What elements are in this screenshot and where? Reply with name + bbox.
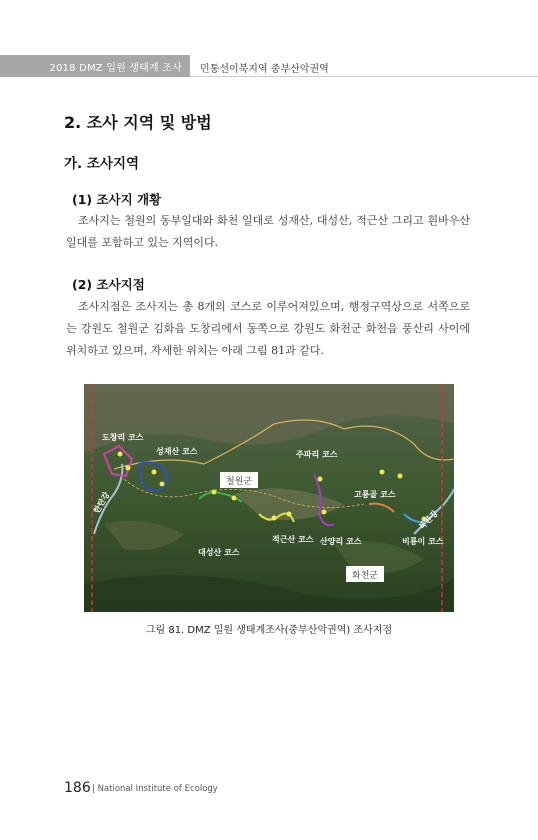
- header-tab: [0, 55, 190, 77]
- label-river-right: 북한강: [417, 508, 440, 532]
- header-subtitle: 민통선이북지역 중부산악권역: [200, 64, 329, 75]
- label-daeseong: 대성산 코스: [198, 548, 240, 557]
- label-dochang: 도창리 코스: [102, 433, 144, 442]
- item-heading-sites: (2) 조사지점: [72, 277, 145, 292]
- label-jeokgeun: 적근산 코스: [272, 535, 314, 544]
- item-text-overview: 조사지는 철원의 동부일대와 화천 일대로 성재산, 대성산, 적근산 그리고 흰바우산 일대를 포함하고 있는 지역이다.: [66, 214, 470, 249]
- survey-map: [84, 384, 454, 612]
- item-text-sites: 조사지점은 조사지는 총 8개의 코스로 이루어져있으며, 행정구역상으로 서쪽으로는 강원도 철원군 김화읍 도창리에서 동쪽으로 강원도 화천군 화천읍 풍산리 사이에 위치하고 있으며, 자세한 위치는 아래 그림 81과 같다.: [66, 300, 470, 357]
- label-hwacheon: 화천군: [352, 571, 379, 581]
- label-biryongi: 비룡이 코스: [402, 537, 444, 546]
- label-river-left: 한탄강: [91, 490, 112, 515]
- section-title: 2. 조사 지역 및 방법: [64, 113, 212, 132]
- subsection-title: 가. 조사지역: [64, 156, 140, 172]
- page-number: 186: [64, 780, 91, 796]
- header-tab-text: 2018 DMZ 일원 생태계 조사: [49, 63, 182, 74]
- label-seongjae: 성재산 코스: [156, 447, 198, 456]
- footer-organization: | National Institute of Ecology: [92, 784, 218, 794]
- figure-caption: 그림 81. DMZ 일원 생태계조사(중부산악권역) 조사지점: [145, 625, 393, 636]
- label-sanyang: 산양리 코스: [320, 537, 362, 546]
- item-heading-overview: (1) 조사지 개황: [72, 192, 162, 207]
- label-jupari: 주파리 코스: [296, 450, 338, 459]
- label-goryeongol: 고룡골 코스: [354, 490, 396, 499]
- label-cheorwon: 철원군: [226, 477, 253, 487]
- header-divider: [190, 76, 538, 77]
